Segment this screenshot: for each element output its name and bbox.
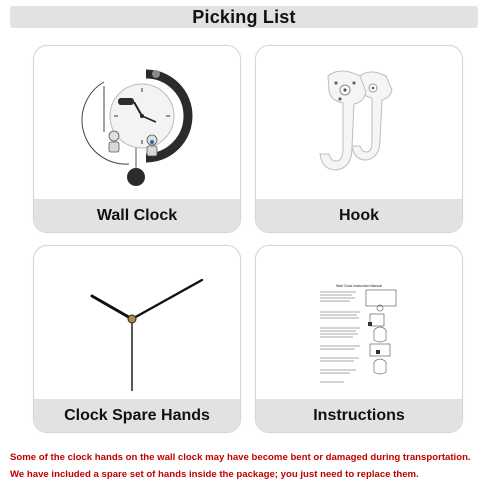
clock-hands-image: [34, 246, 240, 399]
title-bar: [10, 6, 478, 28]
manual-heading: Wall Clock Instruction Manual: [336, 284, 382, 288]
item-label: Clock Spare Hands: [34, 399, 240, 432]
card-clock-spare-hands: [33, 245, 241, 433]
warning-note-1: Some of the clock hands on the wall clock may have become bent or damaged during transportation.: [10, 452, 471, 463]
hook-image: [256, 46, 462, 199]
warning-note-2: We have included a spare set of hands inside the package; you just need to replace them.: [10, 469, 419, 480]
wall-clock-image: [34, 46, 240, 199]
item-label: Hook: [256, 199, 462, 232]
item-label: Instructions: [256, 399, 462, 432]
item-label: Wall Clock: [34, 199, 240, 232]
card-wall-clock: [33, 45, 241, 233]
page-title: Picking List: [192, 6, 296, 27]
card-instructions: [255, 245, 463, 433]
card-hook: [255, 45, 463, 233]
instruction-manual-image: [256, 246, 462, 399]
